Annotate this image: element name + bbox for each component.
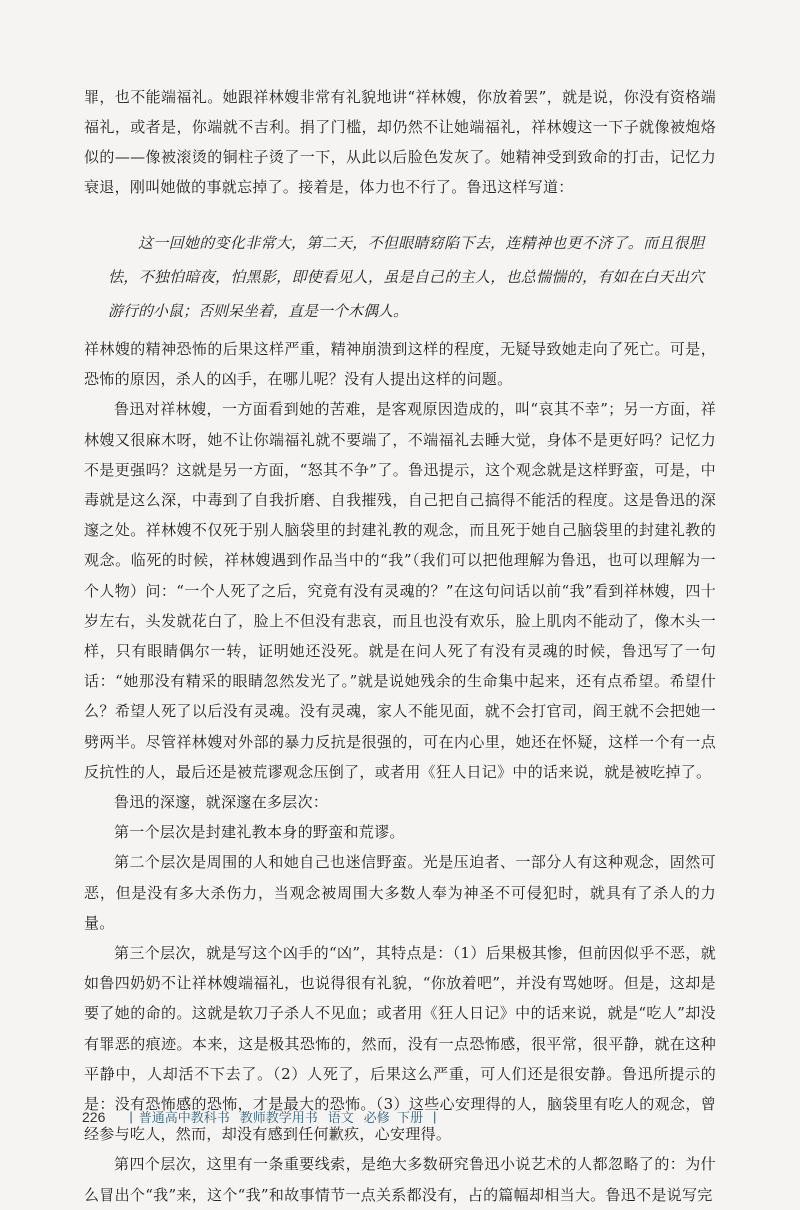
quote-text: 这一回她的变化非常大，第二天，不但眼睛窈陷下去，连精神也更不济了。而且很胆怯，不独怕暗夜，怕黑影，即使看见人，虽是自己的主人，也总惴惴的，有如在白天出穴游行的小鼠；否则呆坐着，直是一个木偶人。 (108, 234, 704, 320)
paragraph-continued: 罪，也不能端福礼。她跟祥林嫂非常有礼貌地讲“祥林嫂，你放着罢”，就是说，你没有资格端福礼，或者是，你端就不吉利。捐了门槛，却仍然不让她端福礼，祥林嫂这一下子就像被炮烙似的——像被滚烫的铜柱子烫了一下，从此以后脸色发灰了。她精神受到致命的打击，记忆力衰退，刚叫她做的事就忘掉了。接着是，体力也不行了。鲁迅这样写道： (84, 88, 716, 196)
page-footer (82, 1107, 442, 1126)
footer-subject: 语文 (327, 1110, 354, 1125)
top-paragraph-block (84, 82, 716, 202)
paragraph: 第二个层次是周围的人和她自己也迷信野蛮。光是压迫者、一部分人有这种观念，固然可恶，但是没有多大杀伤力，当观念被周围大多数人奉为神圣不可侵犯时，就具有了杀人的力量。 (84, 853, 716, 932)
footer-separator-end: | (433, 1109, 437, 1124)
footer-separator: | (129, 1109, 133, 1124)
main-text-block (84, 334, 716, 1210)
paragraph: 祥林嫂的精神恐怖的后果这样严重，精神崩溃到这样的程度，无疑导致她走向了死亡。可是，恐怖的原因，杀人的凶手，在哪儿呢？没有人提出这样的问题。 (84, 340, 716, 389)
paragraph: 第一个层次是封建礼教本身的野蛮和荒谬。 (114, 823, 405, 842)
paragraph: 第三个层次，就是写这个凶手的“凶”，其特点是：（1）后果极其惨，但前因似乎不恶，就如鲁四奶奶不让祥林嫂端福礼，也说得很有礼貌，“你放着吧”，并没有骂她呀。但是，这却是要了她的命的。这就是软刀子杀人不见血；或者用《狂人日记》中的话来说，就是“吃人”却没有罪恶的痕迹。本来，这是极其恐怖的，然而，没有一点恐怖感，很平常，很平静，就在这种平静中，人却活不下去了。（2）人死了，后果这么严重，可人们还是很安静。鲁迅所提示的是：没有恐怖感的恐怖，才是最大的恐怖。（3）这些心安理得的人，脑袋里有吃人的观念，曾经参与吃人，然而，却没有感到任何歉疚，心安理得。 (84, 944, 716, 1144)
paragraph: 鲁迅的深邃，就深邃在多层次： (114, 793, 329, 812)
block-quote (108, 226, 704, 328)
page-number: 226 (82, 1108, 106, 1125)
footer-volume: 必修 下册 (363, 1110, 424, 1125)
paragraph: 鲁迅对祥林嫂，一方面看到她的苦难，是客观原因造成的，叫“哀其不幸”；另一方面，祥林嫂又很麻木呀，她不让你端福礼就不要端了，不端福礼去睡大觉，身体不是更好吗？记忆力不是更强吗？这就是另一方面，“怒其不争”了。鲁迅提示，这个观念就是这样野蛮，可是，中毒就是这么深，中毒到了自我折磨、自我摧残，自己把自己搞得不能活的程度。这是鲁迅的深邃之处。祥林嫂不仅死于别人脑袋里的封建礼教的观念，而且死于她自己脑袋里的封建礼教的观念。临死的时候，祥林嫂遇到作品当中的“我”（我们可以把他理解为鲁迅，也可以理解为一个人物）问：“一个人死了之后，究竟有没有灵魂的？”在这句问话以前“我”看到祥林嫂，四十岁左右，头发就花白了，脸上不但没有悲哀，而且也没有欢乐，脸上肌肉不能动了，像木头一样，只有眼睛偶尔一转，证明她还没死。就是在问人死了有没有灵魂的时候，鲁迅写了一句话：“她那没有精采的眼睛忽然发光了。”就是说她残余的生命集中起来，还有点希望。希望什么？希望人死了以后没有灵魂。没有灵魂，家人不能见面，就不会打官司，阎王就不会把她一劈两半。尽管祥林嫂对外部的暴力反抗是很强的，可在内心里，她还在怀疑，这样一个有一点反抗性的人，最后还是被荒谬观念压倒了，或者用《狂人日记》中的话来说，就是被吃掉了。 (84, 400, 716, 781)
paragraph: 第四个层次，这里有一条重要线索，是绝大多数研究鲁迅小说艺术的人都忽略了的：为什么冒出个“我”来，这个“我”和故事情节一点关系都没有，占的篇幅却相当大。鲁迅不是说写完 (84, 1155, 716, 1204)
footer-edition: 教师教学用书 (239, 1110, 318, 1125)
footer-book-title: 普通高中教科书 (138, 1110, 230, 1125)
